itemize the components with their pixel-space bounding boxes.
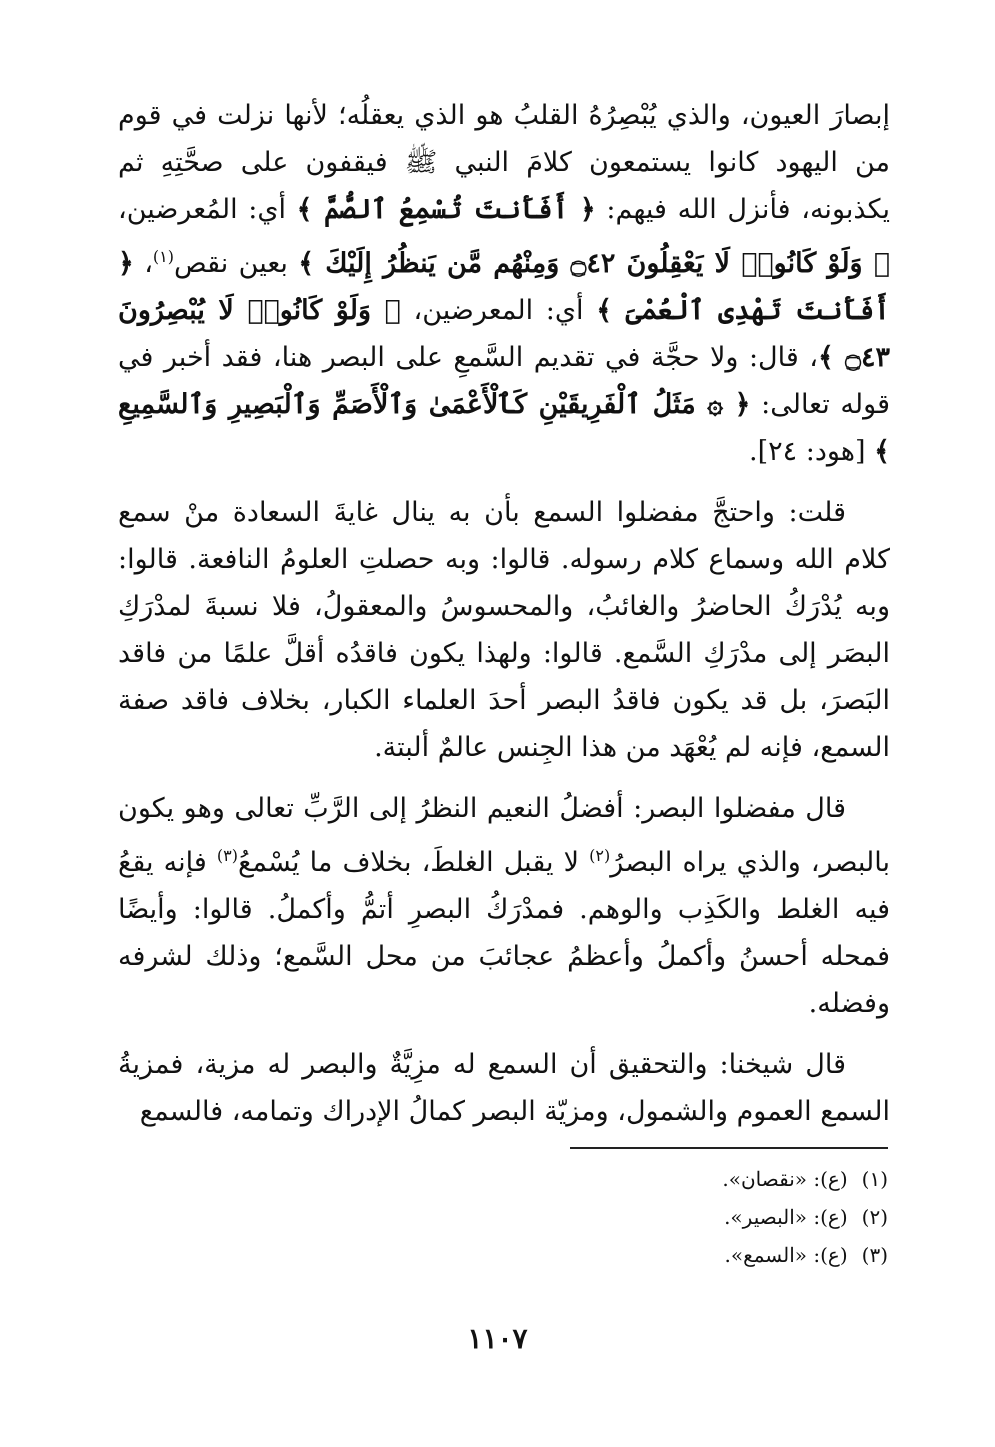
footnote-text: (ع): «السمع». [724,1243,848,1267]
footnote-number: (٢) [861,1205,888,1229]
text-run: لا يقبل الغلطَ، بخلاف ما يُسْمعُ [237,847,590,878]
quran-verse: ﴿ أَفَأَنتَ تَهْدِى ٱلْعُمْىَ ﴾ [118,248,891,326]
quran-verse: ﴿ وَلَوْ كَانُوا۟ لَا يُبْصِرُونَ ۝٤٣ ﴾ [118,295,890,373]
paragraph [118,785,890,1027]
text-run: أي: المعرضين، [400,295,597,326]
footnotes [560,1160,888,1274]
footnote-separator [570,1147,888,1149]
quran-verse: ﴿ أَفَأَنتَ تُسْمِعُ ٱلصُّمَّ ﴾ [296,194,596,225]
text-run: قلت: واحتجَّ مفضلوا السمع بأن به ينال غايةَ السعادة منْ سمع كلام الله وسماع كلام رسوله. قالوا: وبه حصلتِ العلومُ النافعة. قالوا: وبه يُدْرَكُ الحاضرُ والغائبُ، والمحسوسُ والمعقولُ، فلا نسبةَ لمدْرَكِ البصَر إلى مدْرَكِ السَّمع. قالوا: ولهذا يكون فاقدُه أقلَّ علمًا من فاقد البَصرَ، بل قد يكون فاقدُ البصر أحدَ العلماء الكبار، بخلاف فاقد صفة السمع، فإنه لم يُعْهَد من هذا الجِنس عالمٌ ألبتة. [118,497,890,763]
text-run: ، [133,248,153,279]
page-number: ١١٠٧ [467,1322,528,1355]
paragraph [118,1041,890,1135]
footnote-number: (١) [861,1167,888,1191]
footnote-text: (ع): «البصير». [724,1205,848,1229]
footnote-ref: (٢) [589,846,611,865]
text-run: بعين نقص [174,248,299,279]
footnote-ref: (١) [152,247,175,266]
footnote [560,1236,888,1274]
paragraph [118,489,890,771]
footnote [560,1198,888,1236]
paragraph [118,92,890,475]
quran-verse: ﴿ وَلَوْ كَانُوا۟ لَا يَعْقِلُونَ ۝٤٢ وَمِنْهُم مَّن يَنظُرُ إِلَيْكَ ﴾ [298,248,890,279]
quran-verse: ﴿ ۞ مَثَلُ ٱلْفَرِيقَيْنِ كَٱلْأَعْمَىٰ وَٱلْأَصَمِّ وَٱلْبَصِيرِ وَٱلسَّمِيعِ ﴾ [118,389,890,467]
footnote-number: (٣) [861,1243,888,1267]
text-run: قال شيخنا: والتحقيق أن السمع له مزِيَّةٌ والبصر له مزية، فمزيةُ السمع العموم والشمول، ومزيّة البصر كمالُ الإدراك وتمامه، فالسمع [118,1049,890,1127]
text-run: إبصارَ العيون، والذي يُبْصِرُهُ القلبُ هو الذي يعقلُه؛ لأنها نزلت في قوم من اليهود كانوا يستمعون كلامَ النبي ﷺ فيقفون على صحَّتِهِ ثم يكذبونه، فأنزل الله فيهم: [118,100,891,225]
text-run: فإنه يقعُ فيه الغلط والكَذِب والوهم. فمدْرَكُ البصرِ أتمُّ وأكملُ. قالوا: وأيضًا فمحله أحسنُ وأكملُ وأعظمُ عجائبَ من محل السَّمع؛ وذلك لشرفه وفضله. [118,847,890,1019]
footnote-ref: (٣) [216,846,238,865]
text-run: [هود: ٢٤]. [749,436,875,467]
main-text [118,92,890,1149]
text-run: أي: المُعرضين، [118,194,297,225]
footnote [560,1160,888,1198]
text-run: قال مفضلوا البصر: أفضلُ النعيم النظرُ إلى الرَّبِّ تعالى وهو يكون بالبصر، والذي يراه البصرُ [118,793,890,878]
footnote-text: (ع): «نقصان». [722,1167,848,1191]
text-run: ، قال: ولا حجَّة في تقديم السَّمعِ على البصر هنا، فقد أخبر في قوله تعالى: [118,342,890,420]
